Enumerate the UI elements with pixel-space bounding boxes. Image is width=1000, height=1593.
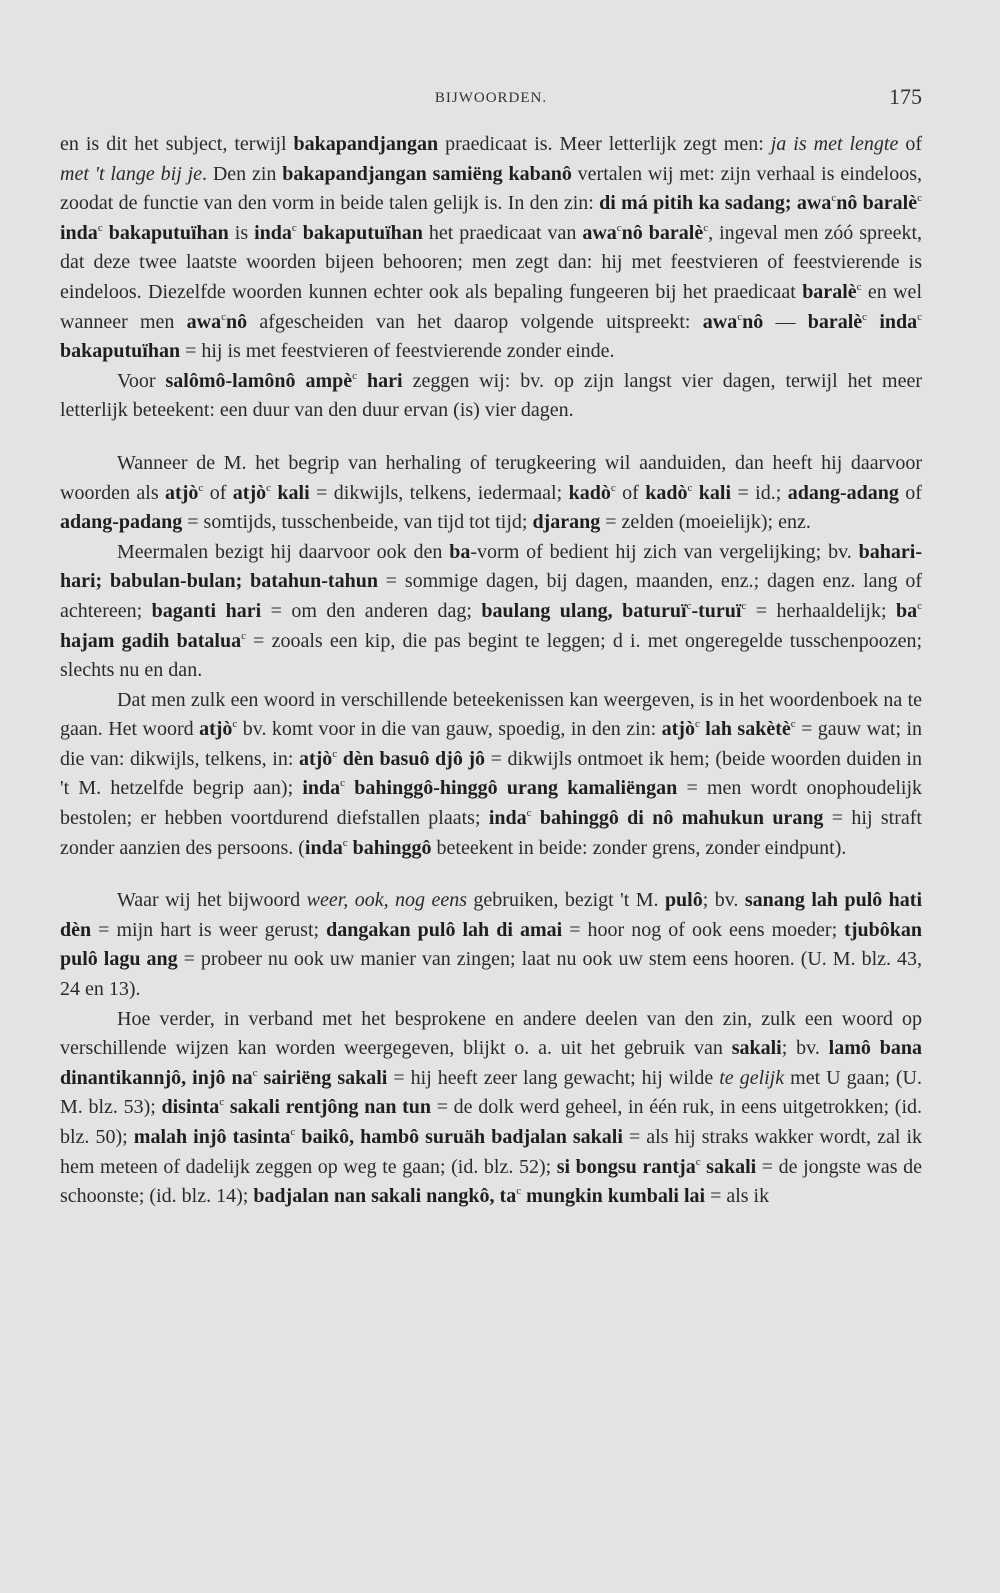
text-run: = hoor nog of ook eens moeder; xyxy=(562,918,845,941)
malay-term: ba xyxy=(895,599,918,622)
malay-term: hari xyxy=(357,369,403,392)
malay-term: atjò xyxy=(298,747,333,770)
text-run: = id.; xyxy=(731,481,788,504)
text-run: = de dolk werd geheel, in één ruk, in eens uitgetrokken; (id. blz. 50); xyxy=(60,1096,923,1148)
malay-term: inda xyxy=(60,221,98,244)
malay-term: sakali xyxy=(700,1155,757,1178)
superscript-mark: c xyxy=(831,192,837,205)
malay-term: sakali xyxy=(731,1037,782,1060)
italic-gloss: weer, ook, nog eens xyxy=(306,889,467,912)
text-run: of xyxy=(615,481,646,504)
text-run: en wel wanneer men xyxy=(60,280,922,333)
superscript-mark: c xyxy=(340,777,346,790)
paragraph xyxy=(60,538,922,686)
text-run: afgescheiden van het daarop volgende uitspreekt: xyxy=(247,310,703,333)
text-run: = hij is met feestvieren of feestvierende zonder einde. xyxy=(180,340,615,363)
malay-term: awa xyxy=(582,221,617,244)
malay-term: dèn basuô djô jô xyxy=(337,747,486,770)
malay-term: bakaputuïhan xyxy=(102,221,229,244)
text-run: — xyxy=(763,310,808,333)
malay-term: baikô, hambô suruäh badjalan sakali xyxy=(295,1126,623,1148)
text-run: = somtijds, tusschenbeide, van tijd tot tijd; xyxy=(182,511,533,534)
malay-term: lah sakètè xyxy=(699,718,791,741)
malay-term: nô xyxy=(742,310,764,333)
text-run: vertalen wij met: zijn verhaal is eindeloos, zoodat de functie van den vorm in beide talen gelijk is. In den zin: xyxy=(60,162,922,215)
superscript-mark: c xyxy=(219,1096,225,1109)
malay-term: lamô bana dinantikannjô, injô na xyxy=(60,1037,922,1089)
malay-term: nô xyxy=(226,310,248,333)
malay-term: mungkin kumbali lai xyxy=(521,1185,706,1208)
paragraph xyxy=(60,449,922,538)
malay-term: sakali rentjông nan tun xyxy=(224,1096,432,1119)
malay-term: hajam gadih batalua xyxy=(60,629,242,652)
superscript-mark: c xyxy=(737,310,743,323)
malay-term: inda xyxy=(867,310,918,333)
italic-gloss: met 't lange bij je xyxy=(60,162,203,185)
text-run: gebruiken, bezigt 't M. xyxy=(467,889,665,912)
paragraph xyxy=(60,686,922,864)
superscript-mark: c xyxy=(266,481,271,494)
text-run: of xyxy=(898,133,923,155)
text-run: = dikwijls ontmoet ik hem; (beide woorden duiden in 't M. hetzelfde begrip aan); xyxy=(60,747,922,800)
malay-term: kali xyxy=(271,481,310,504)
text-run: = gauw wat; in die van: dikwijls, telkens, in: xyxy=(60,718,923,770)
malay-term: atjò xyxy=(661,718,695,741)
text-run: = sommige dagen, bij dagen, maanden, enz.; dagen enz. lang of achtereen; xyxy=(60,570,922,622)
text-run: = als ik xyxy=(705,1185,770,1208)
superscript-mark: c xyxy=(917,599,922,612)
paragraph xyxy=(60,130,922,367)
text-run: Waar wij het bijwoord xyxy=(117,889,307,912)
page-number: 175 xyxy=(889,84,922,109)
malay-term: si bongsu rantja xyxy=(556,1155,696,1178)
malay-term: bakapandjangan xyxy=(293,133,439,155)
malay-term: nô baralè xyxy=(621,221,704,244)
text-run: of xyxy=(203,481,233,504)
malay-term: kali xyxy=(692,481,732,504)
text-run: beteekent in beide: zonder grens, zonder eindpunt). xyxy=(431,836,847,859)
malay-term: baralè xyxy=(802,280,857,303)
malay-term: baralè xyxy=(807,310,863,333)
paragraph xyxy=(60,886,922,1004)
malay-term: ba xyxy=(449,540,471,563)
malay-term: bahinggô di nô mahukun urang xyxy=(531,807,824,830)
text-run: = mijn hart is weer gerust; xyxy=(91,918,327,941)
body-text xyxy=(60,130,922,1212)
malay-term: malah injô tasinta xyxy=(133,1126,291,1148)
malay-term: baulang ulang, baturuï xyxy=(481,599,687,622)
text-run: . Den zin xyxy=(202,162,283,185)
malay-term: bakapandjangan samiëng kabanô xyxy=(282,162,572,185)
superscript-mark: c xyxy=(703,221,709,234)
text-run: is xyxy=(228,221,255,244)
malay-term: badjalan nan sakali nangkô, ta xyxy=(253,1185,517,1208)
malay-term: atjò xyxy=(199,718,233,741)
text-run: = herhaaldelijk; xyxy=(746,599,896,622)
superscript-mark: c xyxy=(241,629,246,642)
text-run: ; bv. xyxy=(702,889,745,912)
text-run: = zelden (moeielijk); enz. xyxy=(600,511,811,534)
malay-term: disinta xyxy=(161,1096,220,1119)
superscript-mark: c xyxy=(610,481,616,494)
text-run: = als hij straks wakker wordt, zal ik hem meteen of dadelijk zeggen op weg te gaan; (id. blz. 52); xyxy=(60,1126,923,1178)
malay-term: awa xyxy=(702,310,738,333)
malay-term: salômô-lamônô ampè xyxy=(165,369,353,392)
superscript-mark: c xyxy=(616,221,622,234)
malay-term: bahinggô-hinggô urang kamaliëngan xyxy=(345,777,678,800)
text-run: = om den anderen dag; xyxy=(261,599,482,622)
superscript-mark: c xyxy=(687,481,693,494)
text-run: -vorm of bedient hij zich van vergelijking; bv. xyxy=(470,540,859,563)
malay-term: bahari-hari; babulan-bulan; batahun-tahun xyxy=(60,540,922,593)
text-run: Wanneer de M. het begrip van herhaling of terugkeering wil aanduiden, dan heeft hij daarvoor woorden als xyxy=(60,451,922,504)
superscript-mark: c xyxy=(862,310,868,323)
text-run: Meermalen bezigt hij daarvoor ook den xyxy=(117,540,450,563)
superscript-mark: c xyxy=(290,1126,296,1138)
text-run: = probeer nu ook uw manier van zingen; laat nu ook uw stem eens hooren. (U. M. blz. 43, 24 en 13). xyxy=(60,948,922,1001)
text-run: bv. komt voor in die van gauw, spoedig, in den zin: xyxy=(237,718,662,741)
malay-term: nô baralè xyxy=(836,192,918,215)
superscript-mark: c xyxy=(516,1185,522,1198)
malay-term: djarang xyxy=(532,511,601,534)
malay-term: dangakan pulô lah di amai xyxy=(326,918,563,941)
malay-term: kadò xyxy=(645,481,688,504)
malay-term: awa xyxy=(186,310,222,333)
superscript-mark: c xyxy=(198,481,204,494)
superscript-mark: c xyxy=(917,310,923,323)
malay-term: bakaputuïhan xyxy=(296,221,423,244)
malay-term: kadò xyxy=(568,481,611,504)
superscript-mark: c xyxy=(221,310,227,323)
superscript-mark: c xyxy=(917,192,922,205)
superscript-mark: c xyxy=(291,221,297,234)
malay-term: di má pitih ka sadang; awa xyxy=(599,192,832,215)
malay-term: inda xyxy=(304,836,343,859)
text-run: of xyxy=(898,481,922,504)
malay-term: inda xyxy=(302,777,341,800)
text-run: = zooals een kip, die pas begint te leggen; d i. met ongeregelde tusschenpoozen; slechts nu en dan. xyxy=(60,629,922,682)
malay-term: sairiëng sakali xyxy=(257,1066,388,1089)
text-run: het praedicaat van xyxy=(422,221,583,244)
malay-term: bakaputuïhan xyxy=(60,340,181,363)
malay-term: atjò xyxy=(232,481,267,504)
superscript-mark: c xyxy=(741,599,747,612)
superscript-mark: c xyxy=(232,718,238,731)
text-run: Voor xyxy=(117,369,166,392)
superscript-mark: c xyxy=(252,1066,258,1079)
malay-term: inda xyxy=(488,807,527,830)
superscript-mark: c xyxy=(526,807,532,820)
superscript-mark: c xyxy=(97,221,103,234)
text-run: ; bv. xyxy=(781,1037,829,1060)
malay-term: bahinggô xyxy=(347,836,432,859)
superscript-mark: c xyxy=(342,836,348,849)
italic-gloss: te gelijk xyxy=(719,1066,785,1089)
malay-term: adang-adang xyxy=(787,481,899,504)
superscript-mark: c xyxy=(352,369,358,382)
malay-term: pulô xyxy=(664,889,703,912)
malay-term: -turuï xyxy=(691,599,742,622)
superscript-mark: c xyxy=(694,718,700,731)
malay-term: inda xyxy=(254,221,292,244)
text-run: zeggen wij: bv. op zijn langst vier dagen, terwijl het meer letterlijk beteekent: een duur van den duur ervan (is) vier dagen. xyxy=(60,369,923,422)
text-run: praedicaat is. Meer letterlijk zegt men: xyxy=(438,133,771,155)
text-run: = hij heeft zeer lang gewacht; hij wilde xyxy=(387,1066,720,1089)
page-header xyxy=(60,82,922,112)
paragraph xyxy=(60,1005,922,1212)
superscript-mark: c xyxy=(332,747,338,760)
text-run: Hoe verder, in verband met het besprokene en andere deelen van den zin, zulk een woord op verschillende wijzen kan worden weergegeven, blijkt o. a. uit het gebruik van xyxy=(60,1007,922,1060)
text-run: , ingeval men zóó spreekt, dat deze twee laatste woorden bijeen behooren; men zegt dan: hij met feestvieren of feestvierende is eindeloos. Diezelfde woorden kunnen echter ook als bepaling fungeeren bij het praedicaat xyxy=(60,221,923,303)
text-run: en is dit het subject, terwijl xyxy=(60,133,294,155)
malay-term: baganti hari xyxy=(151,599,262,622)
italic-gloss: ja is met lengte xyxy=(770,133,899,155)
malay-term: tjubôkan pulô lagu ang xyxy=(60,918,922,971)
malay-term: atjò xyxy=(165,481,199,504)
text-run: met U gaan; (U. M. blz. 53); xyxy=(60,1066,923,1119)
superscript-mark: c xyxy=(686,599,692,612)
text-run: = men wordt onophoudelijk bestolen; er hebben voortdurend diefstallen plaats; xyxy=(60,777,923,830)
text-run: Dat men zulk een woord in verschillende beteekenissen kan weergeven, is in het woordenboek na te gaan. Het woord xyxy=(60,688,922,741)
superscript-mark: c xyxy=(856,280,862,293)
running-head: BIJWOORDEN. xyxy=(434,90,548,106)
superscript-mark: c xyxy=(790,718,796,731)
superscript-mark: c xyxy=(695,1155,701,1168)
text-run: = hij straft zonder aanzien des persoons. ( xyxy=(60,807,922,859)
text-run: = dikwijls, telkens, iedermaal; xyxy=(309,481,569,504)
malay-term: sanang lah pulô hati dèn xyxy=(60,889,923,941)
paragraph xyxy=(60,367,922,426)
text-run: = de jongste was de schoonste; (id. blz. 14); xyxy=(60,1155,922,1208)
malay-term: adang-padang xyxy=(60,511,183,534)
